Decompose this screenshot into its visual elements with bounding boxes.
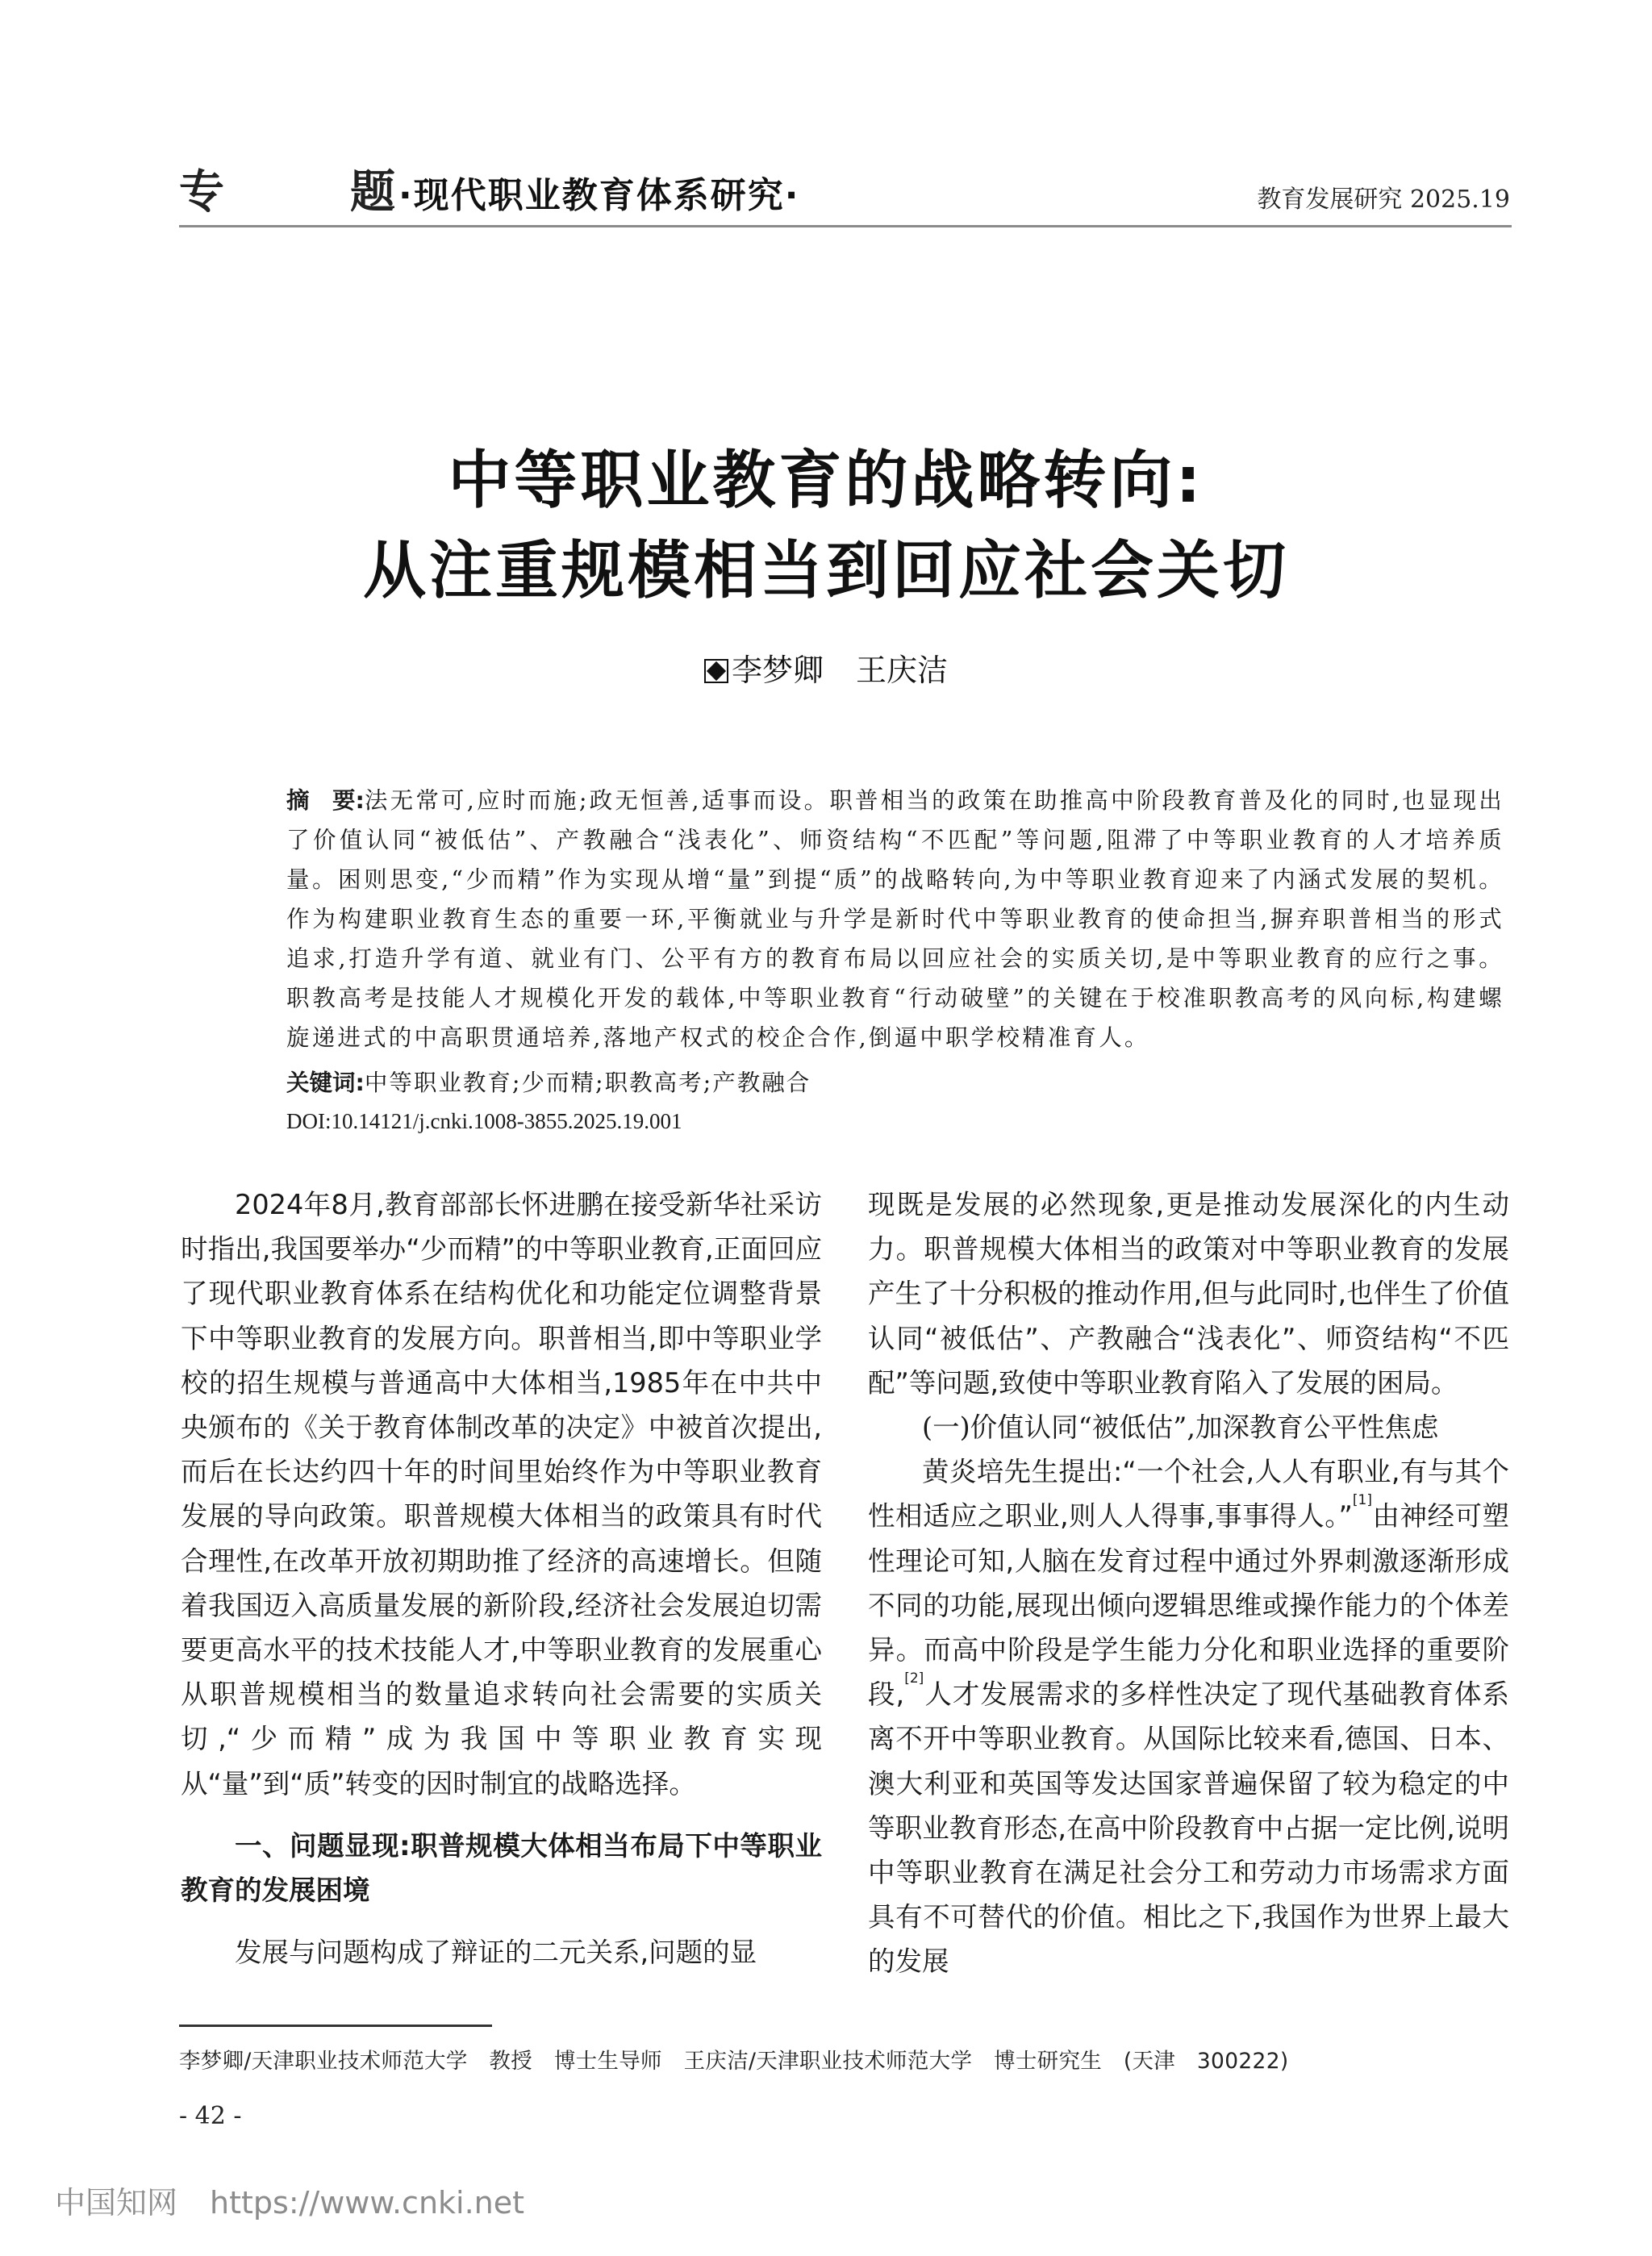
- author-footnote: 李梦卿/天津职业技术师范大学 教授 博士生导师 王庆洁/天津职业技术师范大学 博士研究生 (天津 300222): [179, 2049, 1289, 2074]
- diamond-marker-icon: [704, 659, 728, 683]
- doi: DOI:10.14121/j.cnki.1008-3855.2025.19.001: [286, 1109, 682, 1133]
- paragraph-text: 人才发展需求的多样性决定了现代基础教育体系离不开中等职业教育。从国际比较来看,德国、日本、澳大利亚和英国等发达国家普遍保留了较为稳定的中等职业教育形态,在高中阶段教育中占据一定比例,说明中等职业教育在满足社会分工和劳动力市场需求方面具有不可替代的价值。相比之下,我国作为世界上最大的发展: [868, 1678, 1510, 1978]
- journal-issue: 教育发展研究 2025.19: [1257, 186, 1510, 214]
- paragraph-text: 由神经可塑性理论可知,人脑在发育过程中通过外界刺激逐渐形成不同的功能,展现出倾向逻辑思维或操作能力的个体差异。而高中阶段是学生能力分化和职业选择的重要阶段,: [868, 1500, 1509, 1711]
- header-rule: [179, 225, 1512, 227]
- author-line: [0, 645, 1652, 690]
- abstract-text: 法无常可,应时而施;政无恒善,适事而设。职普相当的政策在助推高中阶段教育普及化的同时,也显现出了价值认同“被低估”、产教融合“浅表化”、师资结构“不匹配”等问题,阻滞了中等职业教育的人才培养质量。困则思变,“少而精”作为实现从增“量”到提“质”的战略转向,为中等职业教育迎来了内涵式发展的契机。作为构建职业教育生态的重要一环,平衡就业与升学是新时代中等职业教育的使命担当,摒弃职普相当的形式追求,打造升学有道、就业有门、公平有方的教育布局以回应社会的实质关切,是中等职业教育的应行之事。职教高考是技能人才规模化开发的载体,中等职业教育“行动破壁”的关键在于校准职教高考的风向标,构建螺旋递进式的中高职贯通培养,落地产权式的校企合作,倒逼中职学校精准育人。: [286, 787, 1504, 1051]
- paragraph: 发展与问题构成了辩证的二元关系,问题的显: [235, 1937, 757, 1969]
- footnote-rule: [179, 2025, 492, 2027]
- article-title: [0, 436, 1652, 616]
- column-label-char1: 专: [179, 165, 224, 219]
- body-column-right: [868, 1182, 1509, 1984]
- page-number: - 42 -: [179, 2102, 242, 2130]
- keywords-text: 中等职业教育;少而精;职教高考;产教融合: [364, 1070, 811, 1096]
- watermark: [55, 2178, 524, 2222]
- title-line-1: 中等职业教育的战略转向:: [448, 444, 1204, 517]
- paragraph: 2024年8月,教育部部长怀进鹏在接受新华社采访时指出,我国要举办“少而精”的中等职业教育,正面回应了现代职业教育体系在结构优化和功能定位调整背景下中等职业教育的发展方向。职普相当,即中等职业学校的招生规模与普通高中大体相当,1985年在中共中央颁布的《关于教育体制改革的决定》中被首次提出,而后在长达约四十年的时间里始终作为中等职业教育发展的导向政策。职普规模大体相当的政策具有时代合理性,在改革开放初期助推了经济的高速增长。但随着我国迈入高质量发展的新阶段,经济社会发展迫切需要更高水平的技术技能人才,中等职业教育的发展重心从职普规模相当的数量追求转向社会需要的实质关切,“少而精”成为我国中等职业教育实现从“量”到“质”转变的因时制宜的战略选择。: [181, 1189, 822, 1799]
- paragraph-text: 黄炎培先生提出:“一个社会,人人有职业,有与其个性相适应之职业,则人人得事,事事得人。”: [868, 1456, 1509, 1532]
- abstract: [286, 781, 1504, 1057]
- keywords-label: 关键词:: [286, 1070, 365, 1096]
- watermark-logo-text: 中国知网: [55, 2185, 178, 2221]
- citation-ref[interactable]: [2]: [904, 1670, 924, 1687]
- watermark-url[interactable]: https://www.cnki.net: [210, 2185, 525, 2221]
- column-label-char2: 题: [350, 165, 395, 219]
- keywords: [286, 1067, 811, 1099]
- section-heading: 一、问题显现:职普规模大体相当布局下中等职业教育的发展困境: [181, 1829, 822, 1907]
- author-2: 王庆洁: [856, 653, 949, 688]
- title-line-2: 从注重规模相当到回应社会关切: [362, 535, 1289, 607]
- body-column-left: [181, 1182, 822, 1975]
- paragraph: [868, 1449, 1509, 1983]
- column-subtitle: ·现代职业教育体系研究·: [398, 175, 800, 216]
- running-header: [179, 145, 1510, 226]
- subsection-heading: (一)价值认同“被低估”,加深教育公平性焦虑: [922, 1412, 1439, 1444]
- abstract-label: 摘 要:: [286, 787, 365, 814]
- paragraph: 现既是发展的必然现象,更是推动发展深化的内生动力。职普规模大体相当的政策对中等职业教育的发展产生了十分积极的推动作用,但与此同时,也伴生了价值认同“被低估”、产教融合“浅表化”、师资结构“不匹配”等问题,致使中等职业教育陷入了发展的困局。: [868, 1189, 1509, 1399]
- citation-ref[interactable]: [1]: [1352, 1492, 1372, 1509]
- author-1: 李梦卿: [731, 653, 824, 688]
